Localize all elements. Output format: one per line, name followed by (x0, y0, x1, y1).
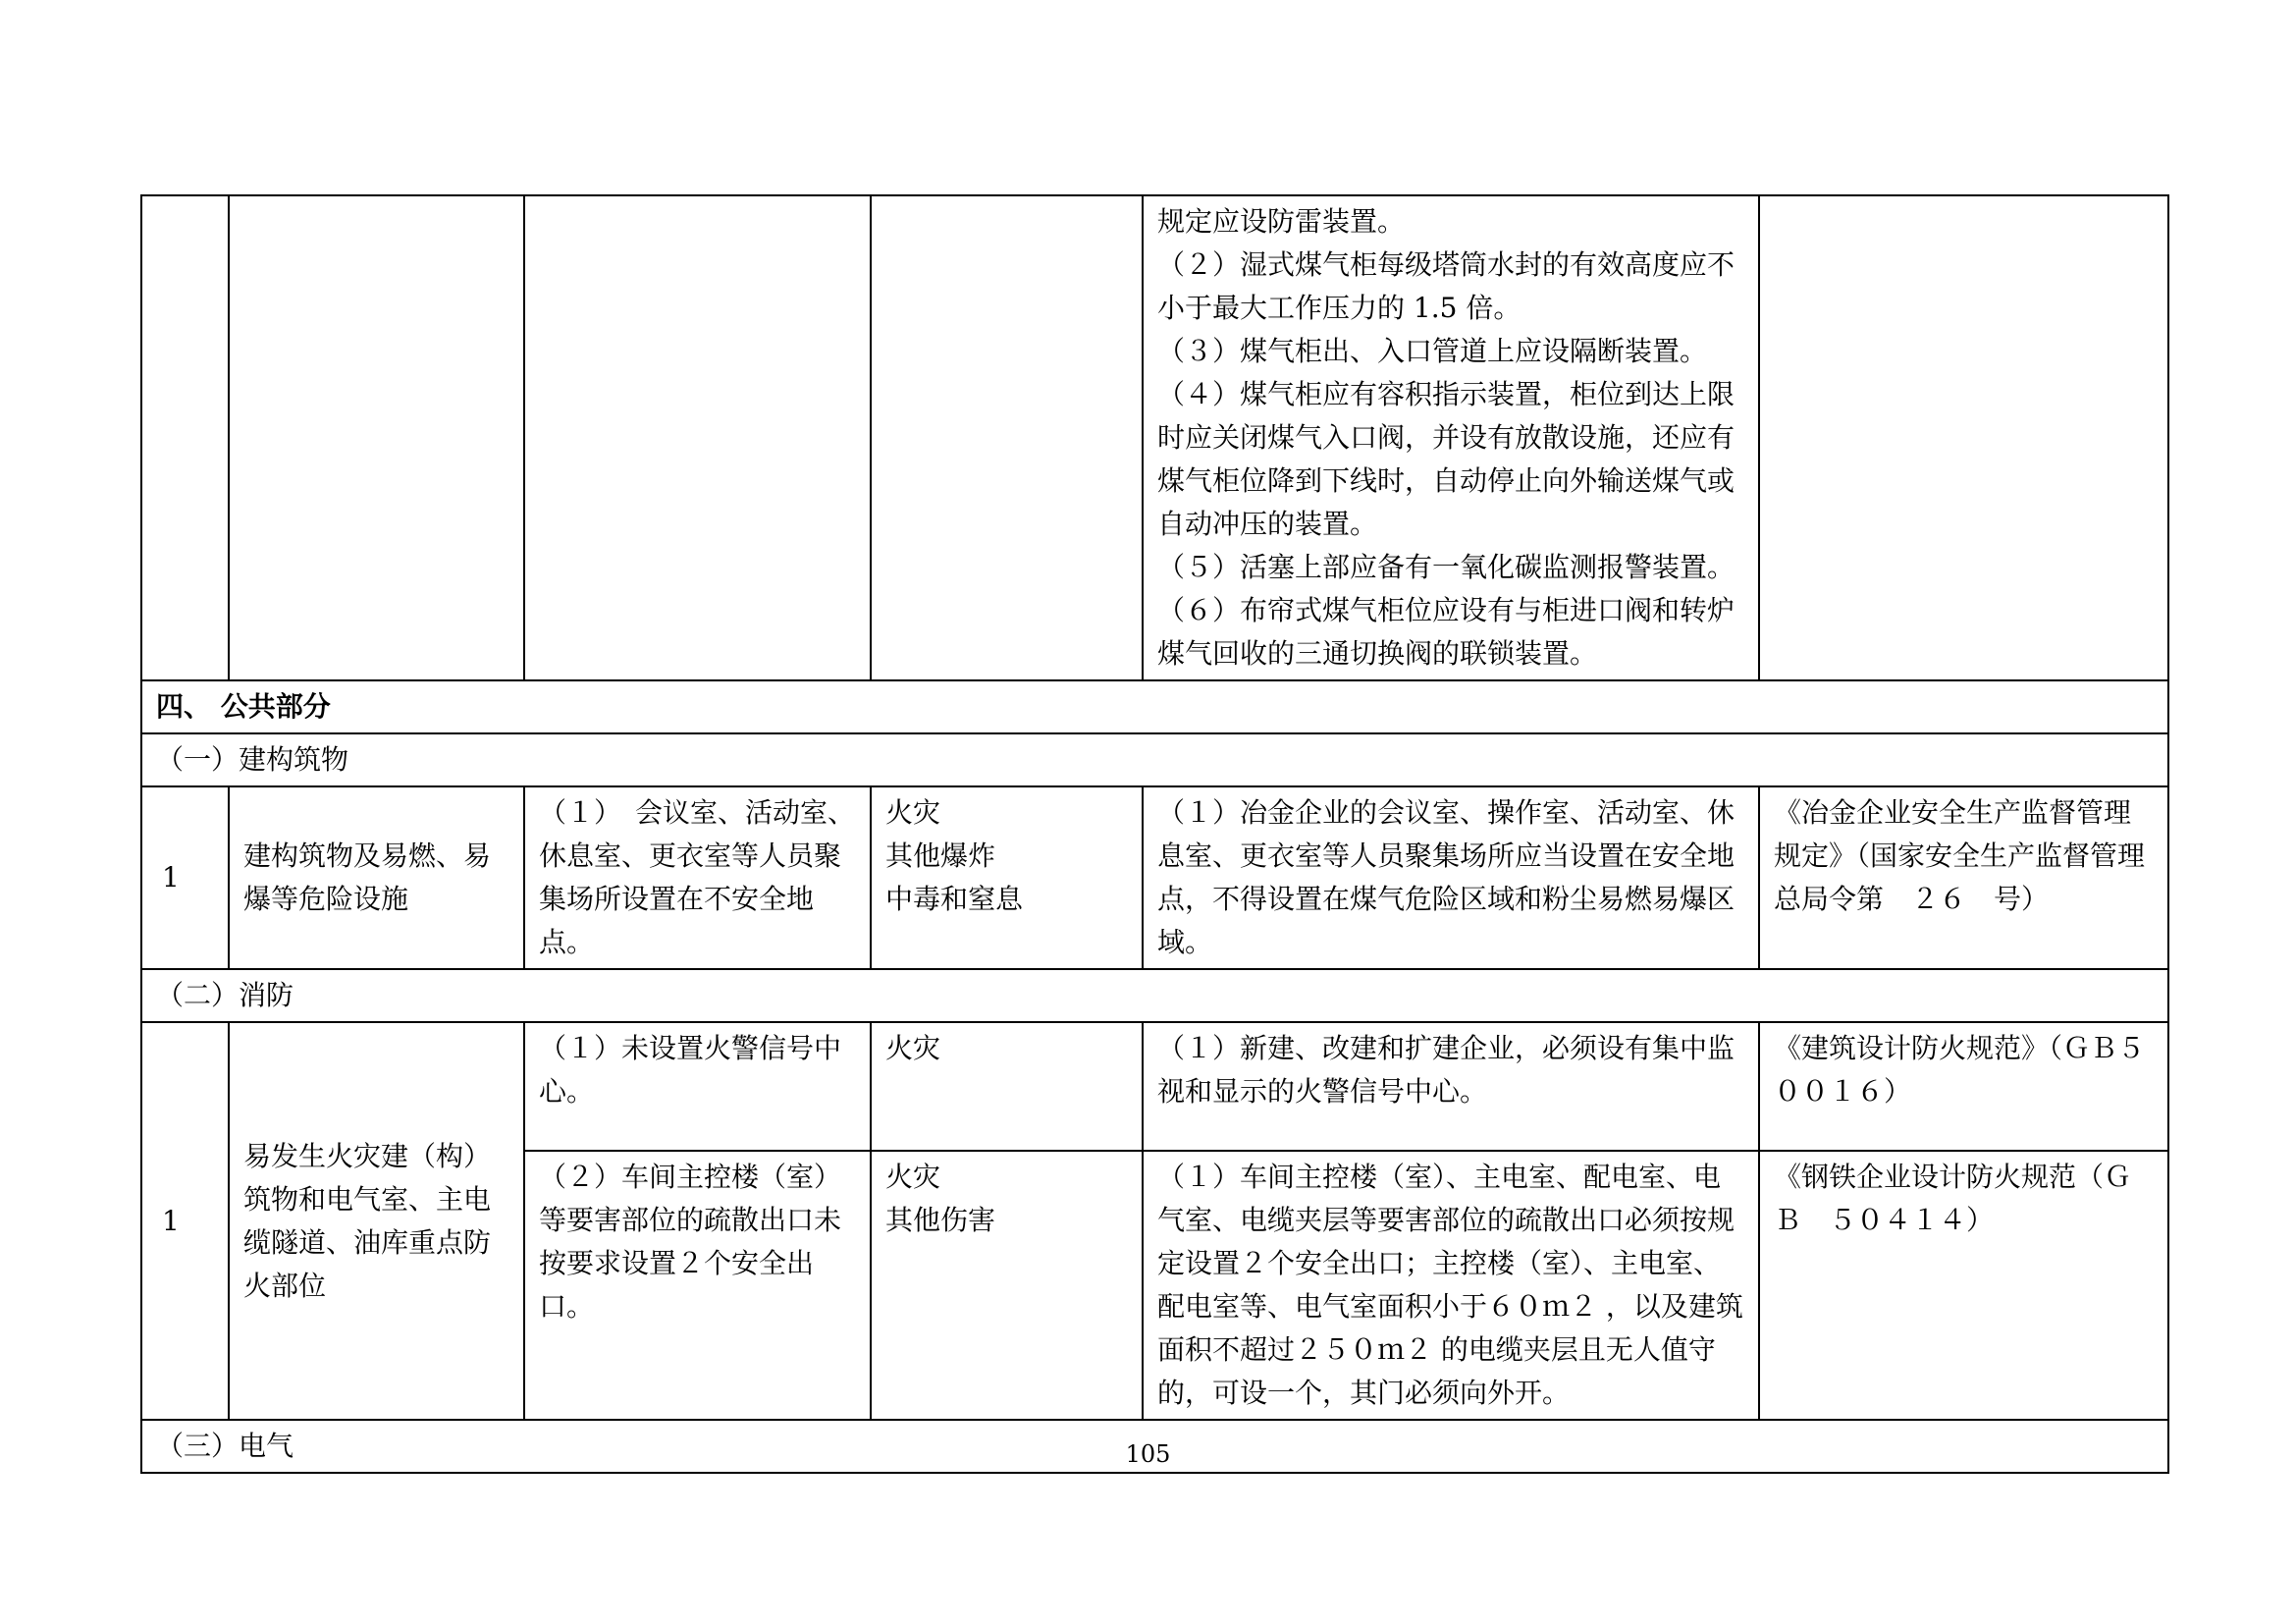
section-header-row (141, 680, 2168, 733)
subsection-title: （一）建构筑物 (141, 733, 2168, 786)
cell-hazard (524, 195, 871, 680)
cell-measures (1143, 195, 1759, 680)
cell-category (229, 195, 524, 680)
table-row-continued (141, 195, 2168, 680)
cell-accident (871, 1022, 1143, 1151)
cell-hazard: （２）车间主控楼（室）等要害部位的疏散出口未按要求设置２个安全出口。 (524, 1151, 871, 1420)
cell-basis: 《建筑设计防火规范》（ＧＢ５００１６） (1759, 1022, 2168, 1151)
cell-measures: （１）车间主控楼（室）、主电室、配电室、电气室、电缆夹层等要害部位的疏散出口必须按规定设置２个安全出口；主控楼（室）、主电室、配电室等、电气室面积小于６０ｍ２ ，以及建筑面积不超过２５０ｍ２ 的电缆夹层且无人值守的，可设一个，其门必须向外开。 (1143, 1151, 1759, 1420)
accident-type: 其他伤害 (885, 1204, 996, 1236)
measure-line: （３）煤气柜出、入口管道上应设隔断装置。 (1157, 335, 1708, 367)
cell-num: 1 (141, 1022, 229, 1420)
cell-basis (1759, 195, 2168, 680)
accident-type: 火灾 (885, 796, 941, 829)
cell-hazard: （１） 会议室、活动室、休息室、更衣室等人员聚集场所设置在不安全地点。 (524, 786, 871, 969)
cell-basis: 《冶金企业安全生产监督管理规定》（国家安全生产监督管理总局令第 ２６ 号） (1759, 786, 2168, 969)
cell-basis: 《钢铁企业设计防火规范（ＧＢ ５０４１４） (1759, 1151, 2168, 1420)
table-row (141, 786, 2168, 969)
accident-type: 中毒和窒息 (885, 883, 1024, 915)
accident-type: 火灾 (885, 1161, 941, 1193)
subsection-row (141, 733, 2168, 786)
measure-line: （２）湿式煤气柜每级塔筒水封的有效高度应不小于最大工作压力的 1.5 倍。 (1157, 248, 1735, 324)
safety-table (140, 194, 2169, 1474)
measure-line: （６）布帘式煤气柜位应设有与柜进口阀和转炉煤气回收的三通切换阀的联锁装置。 (1157, 594, 1735, 670)
cell-hazard: （１）未设置火警信号中心。 (524, 1022, 871, 1151)
table-row (141, 1022, 2168, 1151)
accident-type: 其他爆炸 (885, 839, 996, 872)
section-title: 四、 公共部分 (141, 680, 2168, 733)
accident-type: 火灾 (885, 1032, 941, 1064)
subsection-title: （三）电气 (141, 1420, 2168, 1473)
cell-measures: （１）新建、改建和扩建企业，必须设有集中监视和显示的火警信号中心。 (1143, 1022, 1759, 1151)
cell-num: 1 (141, 786, 229, 969)
subsection-title: （二）消防 (141, 969, 2168, 1022)
measure-line: （４）煤气柜应有容积指示装置，柜位到达上限时应关闭煤气入口阀，并设有放散设施，还应有煤气柜位降到下线时，自动停止向外输送煤气或自动冲压的装置。 (1157, 378, 1735, 540)
cell-accident (871, 1151, 1143, 1420)
subsection-row (141, 969, 2168, 1022)
cell-category: 易发生火灾建（构）筑物和电气室、主电缆隧道、油库重点防火部位 (229, 1022, 524, 1420)
page-number: 105 (1125, 1440, 1171, 1468)
cell-accident (871, 786, 1143, 969)
cell-num (141, 195, 229, 680)
cell-accident (871, 195, 1143, 680)
cell-measures: （１）冶金企业的会议室、操作室、活动室、休息室、更衣室等人员聚集场所应当设置在安全地点，不得设置在煤气危险区域和粉尘易燃易爆区域。 (1143, 786, 1759, 969)
measure-line: 规定应设防雷装置。 (1157, 205, 1406, 238)
cell-category: 建构筑物及易燃、易爆等危险设施 (229, 786, 524, 969)
measure-line: （５）活塞上部应备有一氧化碳监测报警装置。 (1157, 551, 1735, 583)
